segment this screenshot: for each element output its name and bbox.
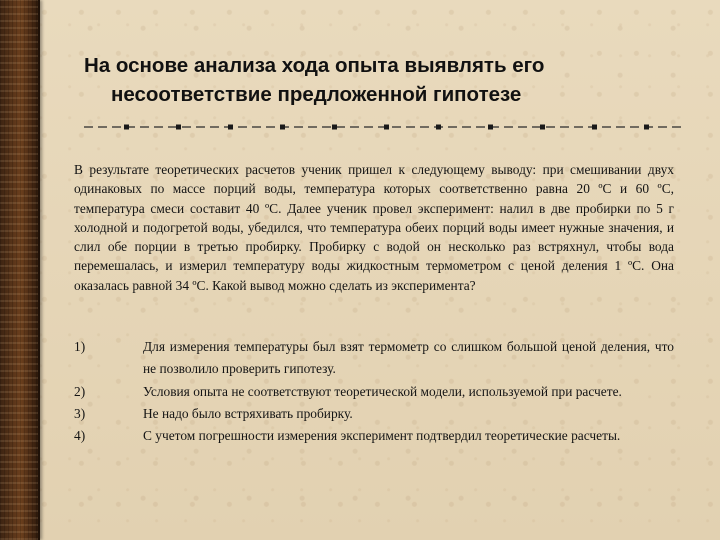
answer-number: 3) [74,405,86,421]
answer-text: Условия опыта не соответствуют теоретической модели, используемой при расчете. [143,383,622,399]
answer-number: 1) [74,339,86,354]
answer-text: Для измерения температуры был взят термометр со слишком большой ценой деления, что не позволило проверить гипотезу. [143,339,674,377]
divider-square [488,125,493,130]
answer-item [74,381,674,403]
title-line-2: несоответствие предложенной гипотезе [111,83,522,106]
divider-square [124,125,129,130]
answer-number: 4) [74,428,86,444]
wood-border-decoration [0,0,40,540]
answer-item [74,425,674,447]
dashed-divider [84,121,682,133]
answer-item [74,336,674,381]
title-line-1: На основе анализа хода опыта выявлять его [84,54,545,77]
divider-square [228,125,233,130]
divider-square [436,125,441,130]
divider-square [332,125,337,130]
divider-square [176,125,181,130]
divider-square [644,125,649,130]
problem-text: В результате теоретических расчетов ученик пришел к следующему выводу: при смешивании двух одинаковых по массе порций воды, температура которых соответственно равна 20 ºС и 60 ºС, температура смеси составит 40 ºС. Далее ученик провел эксперимент: налил в две пробирки по 5 г холодной и подогретой воды, убедился, что температура обеих порций воды имеет нужные значения, и слил обе порции в третью пробирку. Пробирку с водой он несколько раз встряхнул, чтобы вода перемешалась, и измерил температуру воды жидкостным термометром с ценой деления 1 ºС. Она оказалась равной 34 ºС. Какой вывод можно сделать из эксперимента? [74,162,674,293]
divider-square [280,125,285,130]
answer-number: 2) [74,383,86,399]
answer-text: Не надо было встряхивать пробирку. [143,405,353,421]
slide-title [84,51,684,109]
divider-square [592,125,597,130]
divider-square [384,125,389,130]
answer-list [74,336,674,447]
divider-square [540,125,545,130]
answer-text: С учетом погрешности измерения эксперимент подтвердил теоретические расчеты. [143,428,621,444]
answer-item [74,403,674,425]
